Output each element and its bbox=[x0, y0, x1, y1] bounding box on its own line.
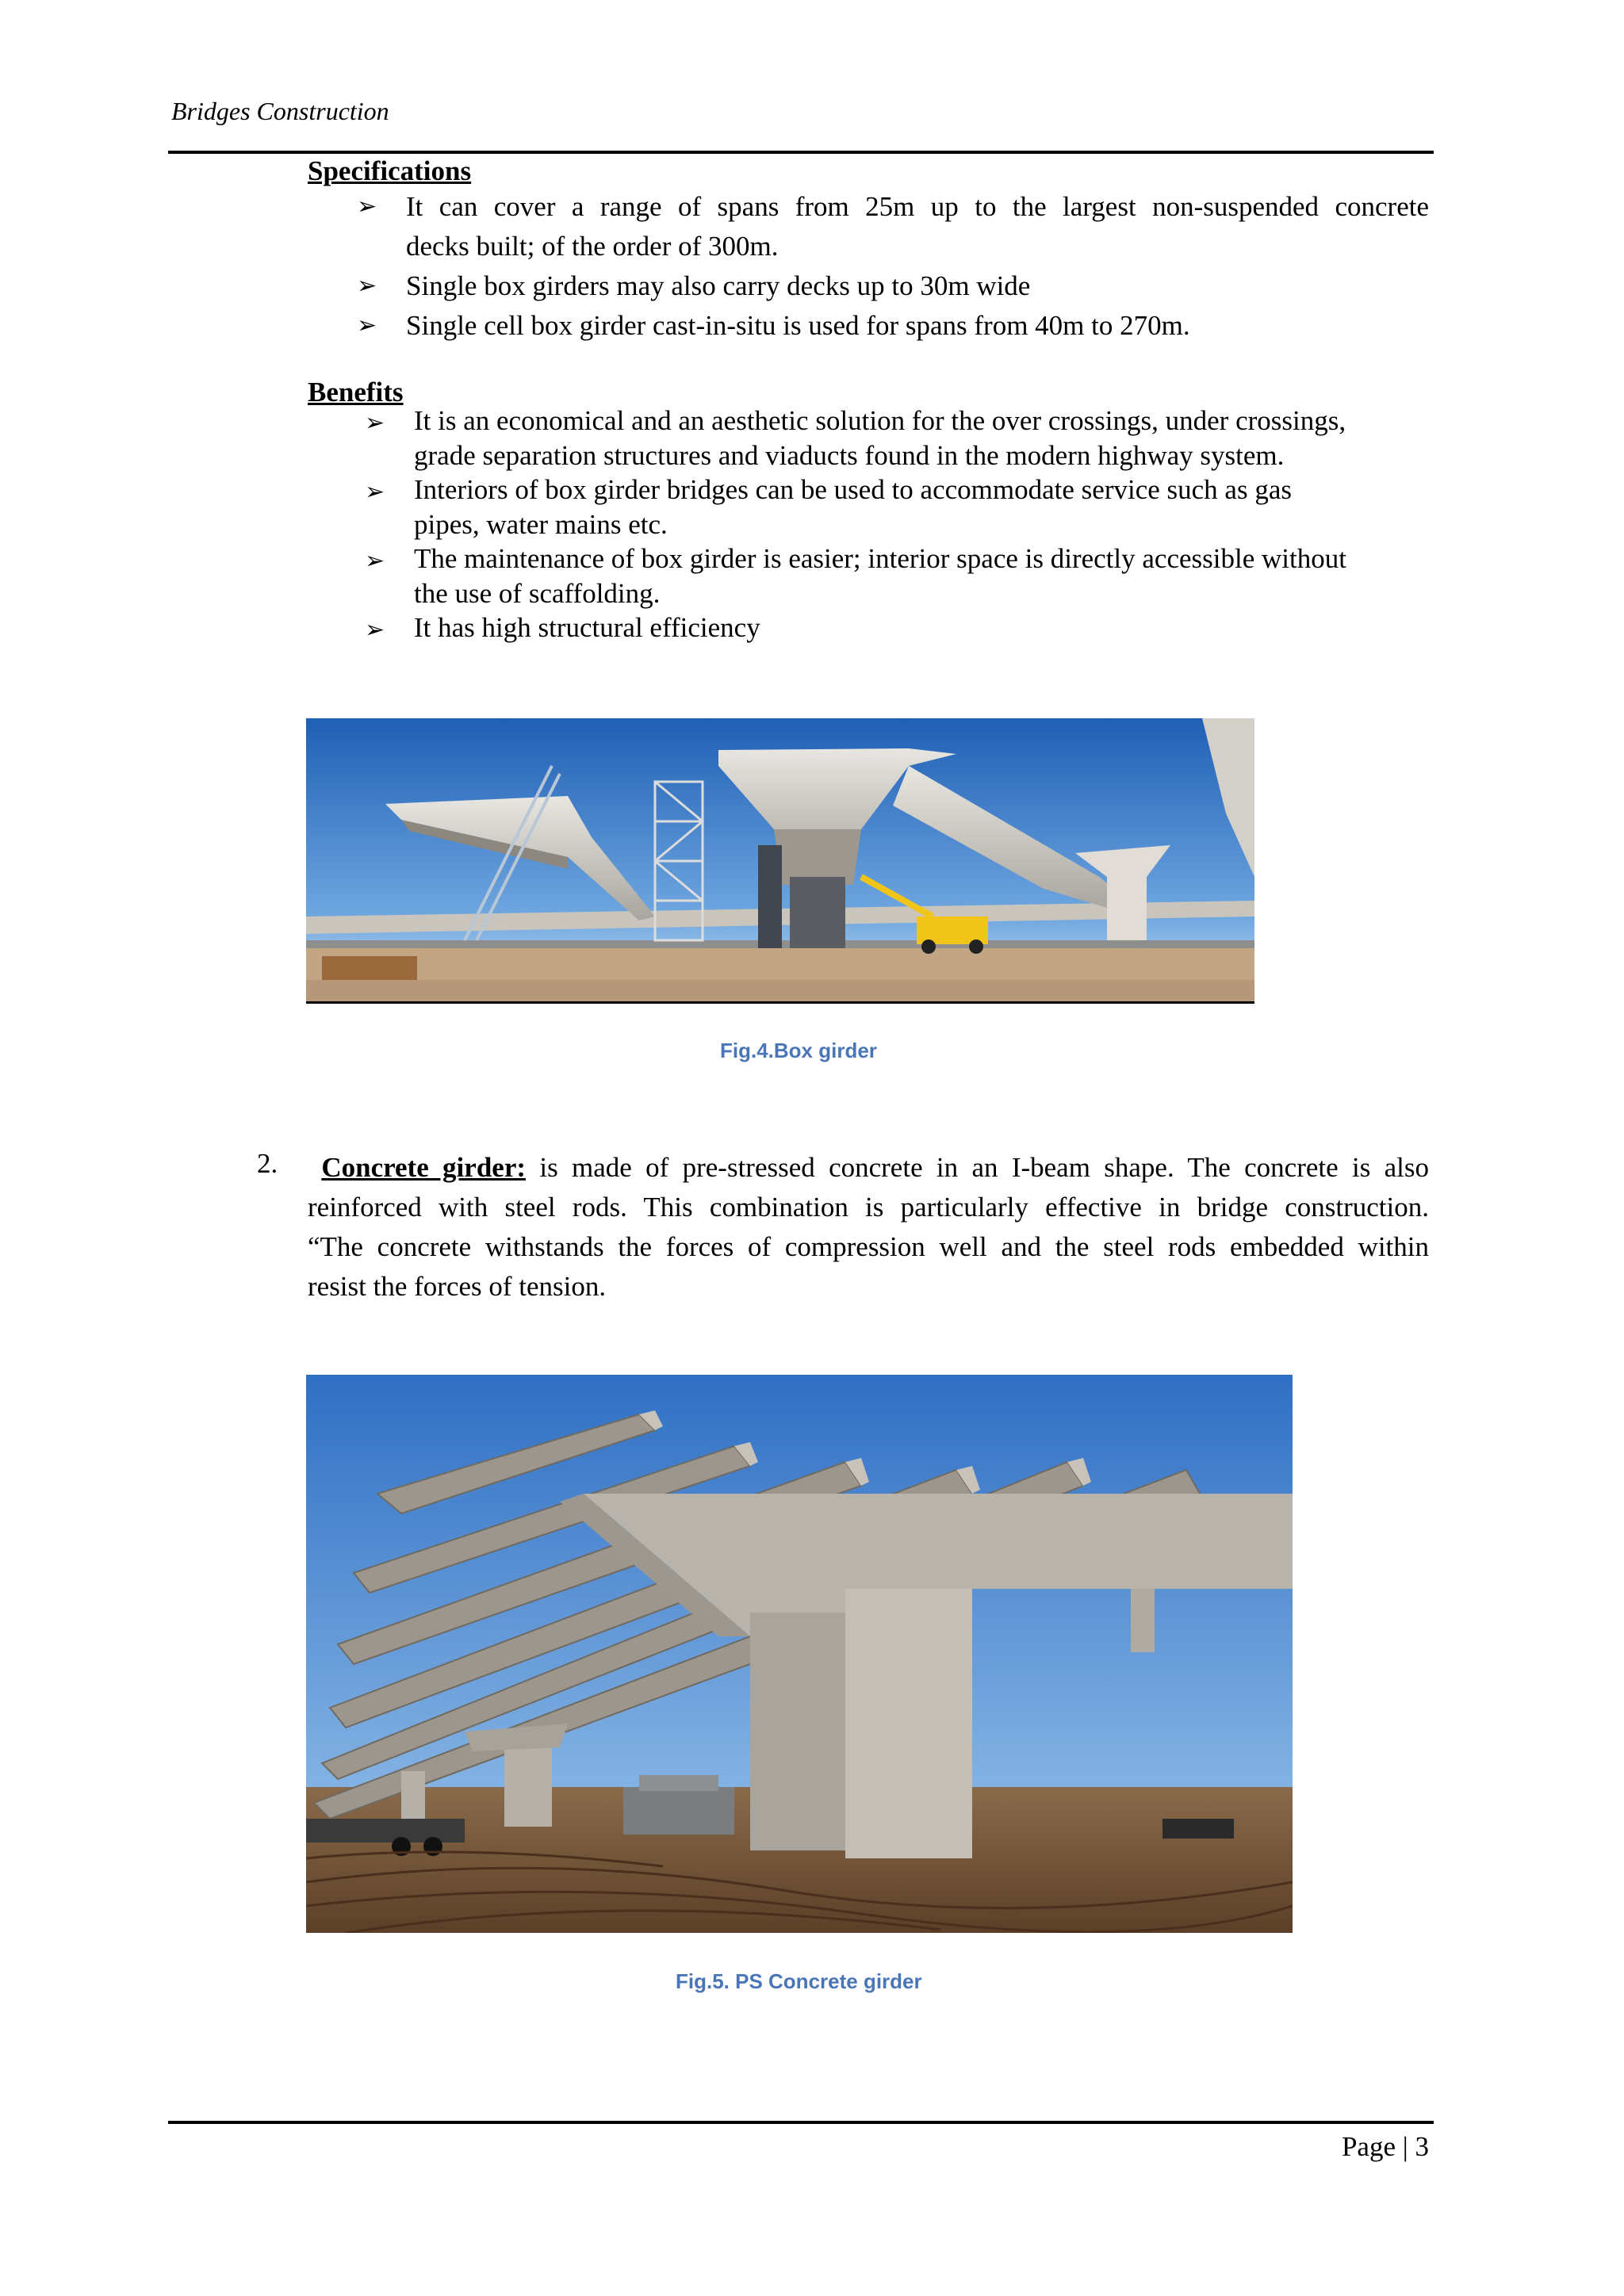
spec-item-1-line-2: decks built; of the order of 300m. bbox=[406, 231, 779, 262]
benefit-item-1-line-2: grade separation structures and viaducts found in the modern highway system. bbox=[414, 440, 1285, 471]
section-number: 2. bbox=[257, 1148, 278, 1179]
benefit-item-3-line-1: The maintenance of box girder is easier; interior space is directly accessible without bbox=[414, 543, 1346, 574]
arrow-bullet-icon: ➢ bbox=[357, 272, 377, 300]
running-header: Bridges Construction bbox=[171, 97, 389, 125]
arrow-bullet-icon: ➢ bbox=[365, 616, 385, 644]
concrete-girder-term: Concrete girder: bbox=[321, 1152, 527, 1183]
page-number: Page | 3 bbox=[1341, 2131, 1429, 2162]
section2-line-2: reinforced with steel rods. This combination is particularly effective in bridge construction. bbox=[308, 1192, 1429, 1223]
benefit-item-3-line-2: the use of scaffolding. bbox=[414, 578, 661, 609]
spec-item-3-line-1: Single cell box girder cast-in-situ is used for spans from 40m to 270m. bbox=[406, 310, 1190, 341]
spec-item-1-line-1: It can cover a range of spans from 25m up to the largest non-suspended concrete bbox=[406, 191, 1429, 222]
concrete-girder-photo bbox=[306, 1375, 1293, 1933]
fig5-caption: Fig.5. PS Concrete girder bbox=[676, 1969, 922, 1993]
spec-item-2 bbox=[357, 266, 1435, 306]
header-rule bbox=[168, 151, 1434, 154]
benefit-item-1-line-1: It is an economical and an aesthetic solution for the over crossings, under crossings, bbox=[414, 405, 1346, 436]
benefit-item-4-line-1: It has high structural efficiency bbox=[414, 612, 760, 643]
arrow-bullet-icon: ➢ bbox=[365, 478, 385, 506]
figure-rule bbox=[306, 1001, 1254, 1004]
section2-line-1-text: is made of pre-stressed concrete in an I-beam shape. The concrete is also bbox=[539, 1152, 1430, 1183]
spec-item-2-line-1: Single box girders may also carry decks up to 30m wide bbox=[406, 270, 1031, 301]
arrow-bullet-icon: ➢ bbox=[357, 312, 377, 339]
section2-line-4: resist the forces of tension. bbox=[308, 1271, 607, 1302]
benefit-item-2-line-1: Interiors of box girder bridges can be used to accommodate service such as gas bbox=[414, 474, 1292, 505]
benefits-heading: Benefits bbox=[308, 377, 404, 408]
section2-line-1 bbox=[308, 1148, 1429, 1188]
arrow-bullet-icon: ➢ bbox=[365, 547, 385, 575]
footer-rule bbox=[168, 2121, 1434, 2124]
box-girder-photo bbox=[306, 718, 1254, 1002]
section2-line-3: “The concrete withstands the forces of compression well and the steel rods embedded within bbox=[308, 1231, 1429, 1262]
spec-item-3 bbox=[357, 306, 1435, 346]
specifications-heading: Specifications bbox=[308, 155, 472, 186]
arrow-bullet-icon: ➢ bbox=[365, 409, 385, 437]
fig4-caption: Fig.4.Box girder bbox=[720, 1039, 877, 1062]
arrow-bullet-icon: ➢ bbox=[357, 193, 377, 220]
benefit-item-2-line-2: pipes, water mains etc. bbox=[414, 509, 668, 540]
